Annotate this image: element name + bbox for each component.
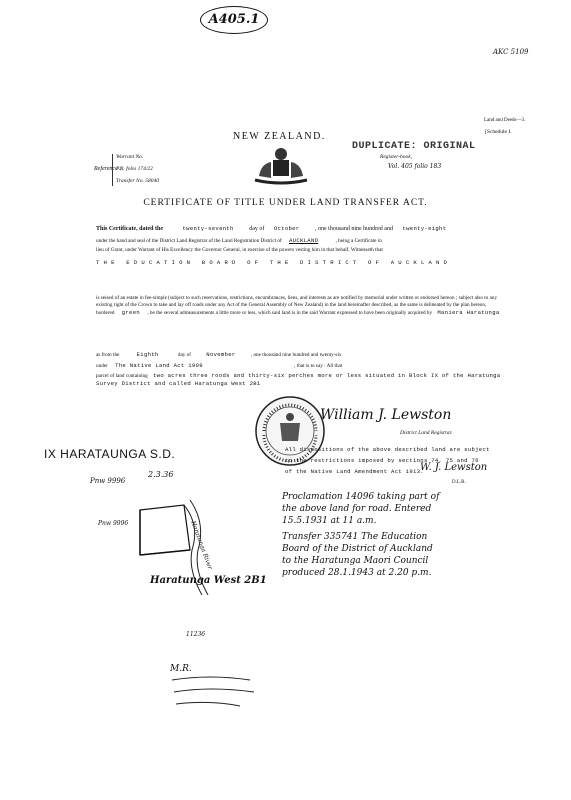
duplicate-stamp: DUPLICATE: ORIGINAL [352,141,476,152]
cert-day-of: day of [249,226,265,232]
bottom-notes-text: M.R. [170,664,192,674]
cert-district: AUCKLAND [289,237,319,244]
memorial-restriction-2: to the restrictions imposed by sections 74, 75 and 76 [285,457,479,464]
register-book-label: Register-book, [380,154,413,160]
memorial-entry-2c: 15.5.1931 at 11 a.m. [282,516,377,526]
cert-under: under [96,363,108,369]
cert-border-color: green [121,309,141,316]
volume-folio: Vol. 405 folio 183 [388,163,442,170]
bottom-notes [170,656,260,716]
cert-line3: lieu of Grant, under Warrant of His Excellency the Governor General, in exercise of the powers vesting him in that behalf, Witnesseth that [96,247,383,253]
cert-year: twenty-eight [402,225,447,232]
plan-measure: 2.3.36 [148,470,174,479]
cert-line2-end: , being a Certificate in [335,238,382,244]
memorial-dlr: D.L.R. [452,480,466,485]
plan-block-heading: IX HARATAUNGA S.D. [44,447,176,461]
cert-from-day: Eighth [136,351,159,358]
cert-line2: under the hand and seal of the District Land Registrar of the Land Registration District of [96,238,282,244]
coat-of-arms-emblem [251,146,311,186]
reference-circle-text: A405.1 [208,12,260,27]
warrant-line: Warrant No. [116,154,144,160]
reference-label: Reference : [94,166,122,172]
cert-intro: This Certificate, dated the [96,226,163,232]
memorial-entry-2b: the above land for road. Entered [282,504,432,514]
memorial-restriction-3: of the Native Land Amendment Act 1913. [285,468,424,475]
cert-under-end: , that is to say : All that [294,363,343,369]
memorial-entry-2a: Proclamation 14096 taking part of [282,492,440,502]
plan-number: 11236 [186,631,206,638]
memorial-entry-3c: to the Haratunga Maori Council [282,556,429,566]
memorial-restriction-1: All dispositions of the above described land are subject [285,446,490,453]
registrar-title: District Land Registrar. [400,430,453,436]
schedule-label: [Schedule I. [485,129,512,135]
plan-parcel-name: Haratunga West 2B1 [150,575,267,586]
country-heading: NEW ZEALAND. [233,131,326,142]
registrar-signature: William J. Lewston [320,407,452,423]
cert-month: October [273,225,300,232]
cert-parcel-description: two acres three roods and thirty-six perches more or less situated in Block IX of the Haratunga Survey District and called Haratunga West 2B1 [96,372,501,387]
cert-from-dayof: day of [177,352,191,358]
cert-owner: THE EDUCATION BOARD OF THE DISTRICT OF AUCKLAND [96,259,452,266]
cert-acquired-by: Maniera Haratunga [437,309,500,316]
cert-act: The Native Land Act 1909 [115,362,203,369]
cert-parcel: parcel of land containing [96,373,148,379]
form-label: Land and Deeds—3. [484,118,526,123]
cert-from-month: November [206,351,236,358]
plan-drawing [80,495,290,605]
akc-reference: AKC 5109 [493,48,529,56]
pr-folio-line: P.R. folio 174/22 [116,166,153,172]
certificate-title: CERTIFICATE OF TITLE UNDER LAND TRANSFER ACT. [143,198,428,208]
cert-paragraph1: is seised of an estate in fee-simple (subject to such reservations, restrictions, encumbrances, liens, and interests as are notified by memorial under written or endorsed hereon ; subject also to any existing right of the Crown to take and lay off roads under any Act of the General Assembly of New Zealand) in the land hereinafter described, as the same is delineated by the plan hereon, bordered green , be the several admeasurements a little more or less, which said land is in the said Warrant expressed to have been originally acquired by Maniera Haratunga [96,295,500,316]
memorial-entry-3d: produced 28.1.1943 at 2.20 p.m. [282,568,432,578]
reference-circle [200,6,268,34]
cert-year-text: , one thousand nine hundred and [314,226,393,232]
memorial-entry-3b: Board of the District of Auckland [282,544,433,554]
plan-river-label: Haratunga River [189,520,214,571]
transfer-line: Transfer No. 58040 [116,178,159,184]
plan-pnw-ref-2: Pnw 9996 [98,520,129,527]
cert-day: twenty-seventh [182,225,234,232]
cert-from-year: , one thousand nine hundred and twenty-six [250,352,342,358]
cert-from: as from the [96,352,120,358]
memorial-entry-3a: Transfer 335741 The Education [282,532,428,542]
memorial-signature: W. J. Lewston [420,462,488,473]
plan-pnw-ref: Pnw 9996 [90,477,126,485]
